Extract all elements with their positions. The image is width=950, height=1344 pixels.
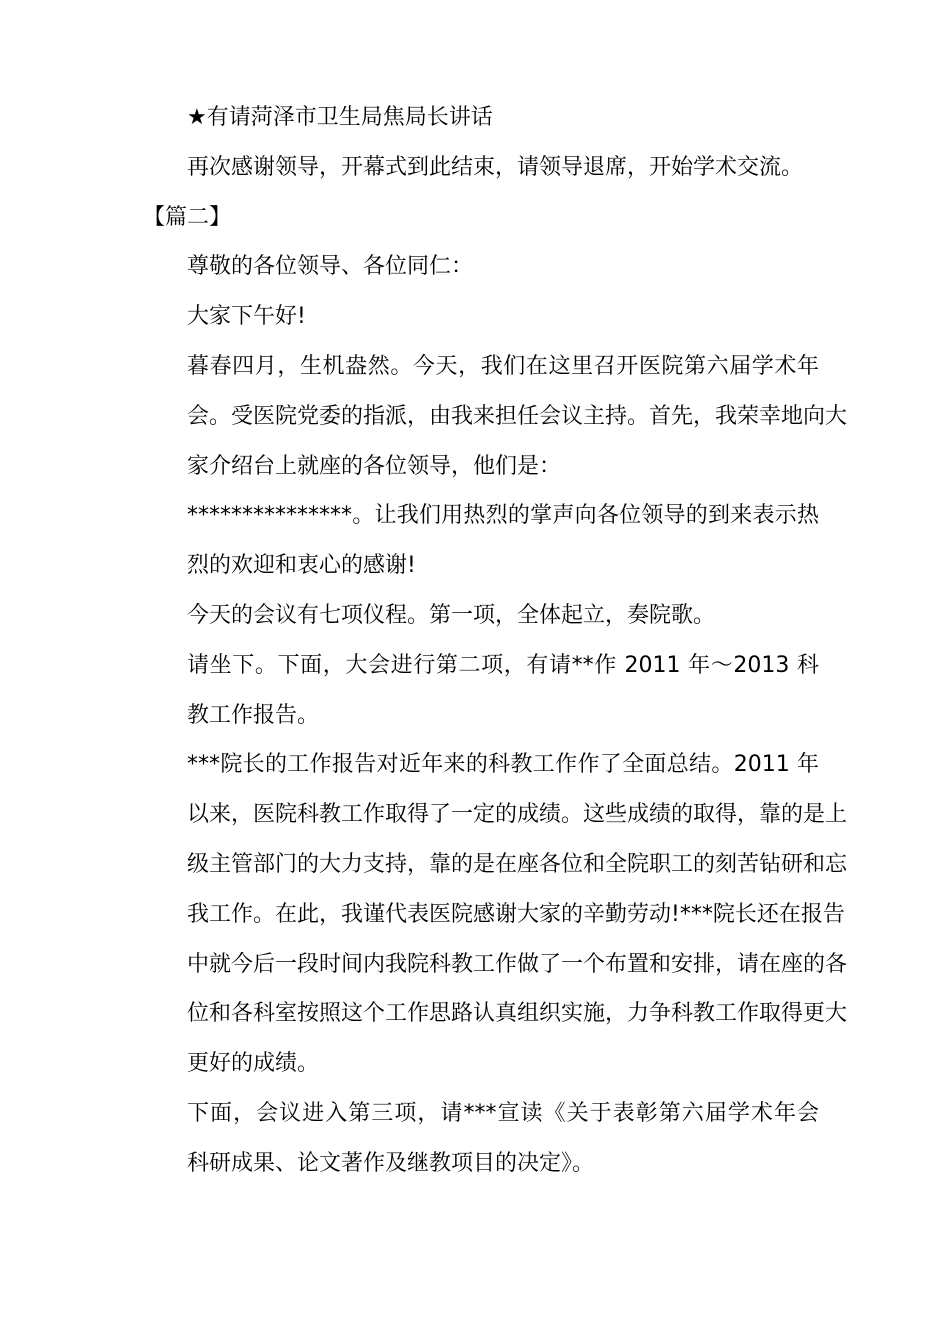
text-line: 我工作。在此，我谨代表医院感谢大家的辛勤劳动!***院长还在报告 — [187, 901, 845, 927]
section-heading — [143, 193, 819, 243]
text-line: 以来，医院科教工作取得了一定的成绩。这些成绩的取得，靠的是上 — [187, 802, 848, 828]
paragraph — [143, 292, 819, 342]
text-line: 位和各科室按照这个工作思路认真组织实施，力争科教工作取得更大 — [187, 1001, 848, 1027]
text-line: 会。受医院党委的指派，由我来担任会议主持。首先，我荣幸地向大 — [187, 403, 848, 429]
paragraph — [143, 1089, 819, 1189]
paragraph — [143, 591, 819, 641]
text-line: ***院长的工作报告对近年来的科教工作作了全面总结。2011 年 — [187, 752, 819, 778]
text-line: 再次感谢领导，开幕式到此结束，请领导退席，开始学术交流。 — [187, 154, 804, 180]
paragraph — [143, 342, 848, 491]
text-line: ★有请菏泽市卫生局焦局长讲话 — [187, 105, 493, 130]
text-line: 烈的欢迎和衷心的感谢! — [187, 553, 416, 579]
text-line: 更好的成绩。 — [187, 1051, 320, 1077]
text-line: ***************。让我们用热烈的掌声向各位领导的到来表示热 — [187, 503, 819, 529]
text-line: 尊敬的各位领导、各位同仁： — [187, 254, 474, 280]
paragraph — [143, 491, 819, 591]
text-line: 大家下午好! — [187, 304, 306, 330]
document-body — [143, 93, 848, 1189]
text-line: 下面，会议进入第三项，请***宣读《关于表彰第六届学术年会 — [187, 1100, 819, 1126]
text-line: 今天的会议有七项仪程。第一项，全体起立，奏院歌。 — [187, 602, 716, 628]
text-line: 教工作报告。 — [187, 702, 320, 728]
paragraph — [143, 740, 848, 1089]
text-line: 暮春四月，生机盎然。今天，我们在这里召开医院第六届学术年 — [187, 353, 819, 379]
paragraph — [143, 143, 819, 193]
text-line: 科研成果、论文著作及继教项目的决定》。 — [187, 1150, 595, 1176]
paragraph — [143, 93, 819, 143]
text-line: 级主管部门的大力支持，靠的是在座各位和全院职工的刻苦钻研和忘 — [187, 851, 848, 877]
paragraph — [143, 641, 819, 741]
text-line: 中就今后一段时间内我院科教工作做了一个布置和安排，请在座的各 — [187, 951, 848, 977]
text-line: 请坐下。下面，大会进行第二项，有请**作 2011 年～2013 科 — [187, 652, 819, 678]
text-line: 【篇二】 — [143, 204, 232, 230]
text-line: 家介绍台上就座的各位领导，他们是： — [187, 453, 562, 479]
paragraph — [143, 242, 819, 292]
